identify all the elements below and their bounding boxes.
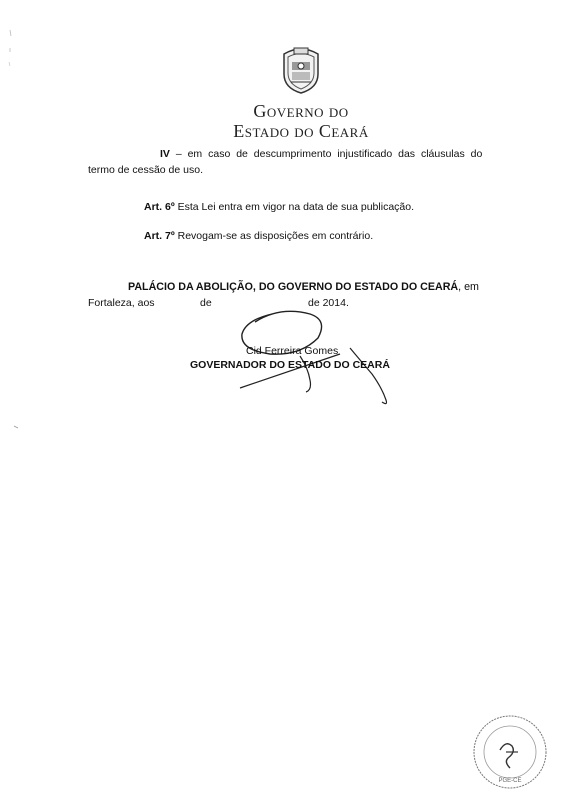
signatory-name: Cid Ferreira Gomes (246, 345, 339, 357)
closing-de1: de (200, 297, 212, 309)
clause-iv-line1 (160, 146, 512, 162)
header-line2: ESTADO DO CEARÁ (233, 121, 369, 141)
article-7-text: Revogam-se as disposições em contrário. (174, 230, 374, 242)
signatory-title: GOVERNADOR DO ESTADO DO CEARÁ (190, 359, 390, 371)
article-6-text: Esta Lei entra em vigor na data de sua publicação. (174, 201, 415, 213)
article-6 (144, 199, 504, 215)
closing-tail: , em (458, 281, 479, 293)
header-line1: GOVERNO DO (253, 101, 349, 121)
clause-number: IV (160, 148, 170, 160)
closing-de2: de 2014. (308, 297, 349, 309)
article-7 (144, 228, 504, 244)
closing-line1 (128, 279, 528, 295)
article-7-label: Art. 7º (144, 230, 175, 242)
state-coat-of-arms-icon (278, 44, 324, 94)
official-stamp (470, 712, 550, 792)
scan-margin-marks (0, 0, 20, 440)
closing-city: Fortaleza, aos (88, 297, 155, 309)
clause-iv-line2: termo de cessão de uso. (88, 164, 203, 176)
clause-text-line1: – em caso de descumprimento injustificado das cláusulas do (169, 148, 483, 160)
closing-place: PALÁCIO DA ABOLIÇÃO, DO GOVERNO DO ESTADO DO CEARÁ (128, 281, 459, 293)
government-header (196, 102, 406, 142)
article-6-label: Art. 6º (144, 201, 175, 213)
stamp-bottom-text: PGE-CE (498, 778, 522, 784)
